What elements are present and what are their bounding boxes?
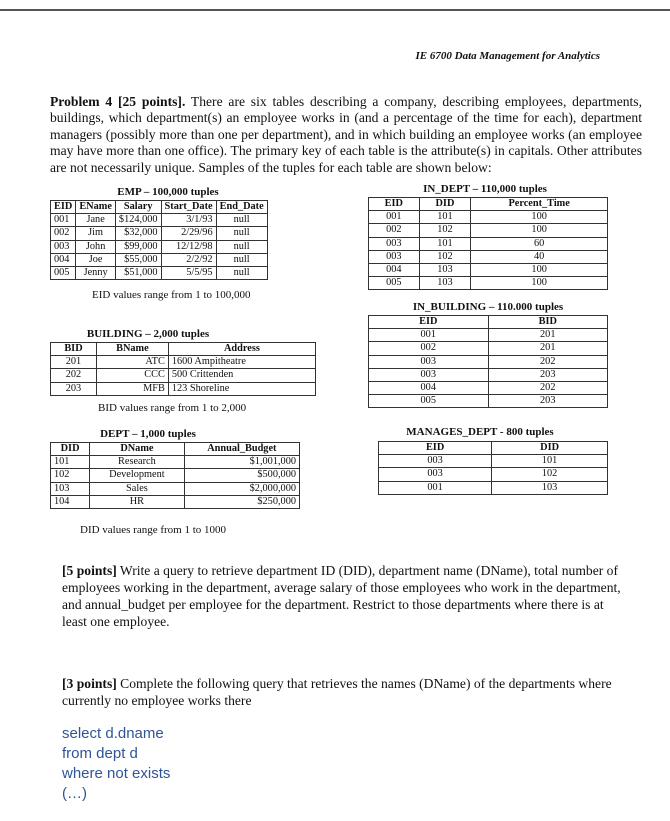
column-header: EID: [379, 442, 492, 455]
table-cell: Research: [90, 456, 185, 469]
table-cell: 123 Shoreline: [168, 382, 315, 395]
table-cell: $99,000: [115, 240, 161, 253]
table-row: [51, 240, 268, 253]
table-cell: 003: [369, 368, 489, 381]
column-header: End_Date: [216, 201, 267, 214]
table-cell: ATC: [96, 356, 168, 369]
table-row: [369, 263, 608, 276]
dept-title: DEPT – 1,000 tuples: [100, 428, 196, 440]
column-header: BID: [488, 316, 608, 329]
column-header: Percent_Time: [471, 198, 608, 211]
question-1: [62, 562, 622, 630]
table-cell: $51,000: [115, 266, 161, 279]
table-cell: $250,000: [184, 495, 299, 508]
table-cell: 001: [369, 329, 489, 342]
table-cell: $55,000: [115, 253, 161, 266]
table-row: [369, 224, 608, 237]
table-cell: CCC: [96, 369, 168, 382]
column-header: Address: [168, 343, 315, 356]
table-cell: 101: [419, 237, 471, 250]
table-header-row: [369, 316, 608, 329]
column-header: EName: [76, 201, 116, 214]
table-row: [379, 481, 608, 494]
column-header: Salary: [115, 201, 161, 214]
column-header: Start_Date: [161, 201, 216, 214]
table-row: [51, 382, 316, 395]
table-cell: 201: [51, 356, 97, 369]
table-cell: Jenny: [76, 266, 116, 279]
table-cell: 201: [488, 329, 608, 342]
table-cell: null: [216, 214, 267, 227]
table-row: [369, 237, 608, 250]
table-cell: 100: [471, 277, 608, 290]
table-cell: 202: [488, 381, 608, 394]
table-cell: $2,000,000: [184, 482, 299, 495]
table-row: [51, 356, 316, 369]
table-cell: 102: [492, 468, 608, 481]
table-row: [379, 468, 608, 481]
table-cell: HR: [90, 495, 185, 508]
emp-table: [50, 200, 268, 280]
table-cell: 102: [419, 250, 471, 263]
table-row: [51, 214, 268, 227]
table-cell: 103: [492, 481, 608, 494]
table-cell: 104: [51, 495, 90, 508]
table-row: [51, 456, 300, 469]
table-cell: 005: [369, 277, 420, 290]
table-cell: $1,001,000: [184, 456, 299, 469]
table-cell: 202: [51, 369, 97, 382]
table-cell: 004: [369, 263, 420, 276]
table-cell: 001: [379, 481, 492, 494]
question-2-text: Complete the following query that retrieves the names (DName) of the departments where currently no employee works there: [62, 676, 612, 708]
table-cell: 2/29/96: [161, 227, 216, 240]
table-cell: 003: [379, 468, 492, 481]
table-cell: 001: [369, 211, 420, 224]
question-1-text: Write a query to retrieve department ID (DID), department name (DName), total number of employees working in the department, average salary of those employees who work in the department, and annual_budget per employee for the department. Restrict to those departments where there is at least one employee.: [62, 563, 621, 629]
table-header-row: [51, 343, 316, 356]
building-note: BID values range from 1 to 2,000: [98, 402, 247, 414]
table-row: [51, 369, 316, 382]
table-row: [51, 495, 300, 508]
table-cell: 500 Crittenden: [168, 369, 315, 382]
table-row: [379, 455, 608, 468]
table-cell: Jane: [76, 214, 116, 227]
top-rule: [0, 9, 670, 11]
table-cell: 100: [471, 211, 608, 224]
table-cell: 102: [51, 469, 90, 482]
table-cell: 101: [51, 456, 90, 469]
table-cell: 203: [51, 382, 97, 395]
table-row: [369, 211, 608, 224]
table-cell: 103: [51, 482, 90, 495]
in-dept-table: [368, 197, 608, 290]
table-cell: 005: [51, 266, 76, 279]
question-1-points: [5 points]: [62, 563, 117, 578]
table-cell: Sales: [90, 482, 185, 495]
problem-label: Problem 4 [25 points].: [50, 94, 186, 109]
question-2-points: [3 points]: [62, 676, 117, 691]
table-row: [369, 342, 608, 355]
dept-table: [50, 442, 300, 509]
in-building-title: IN_BUILDING – 110.000 tuples: [412, 301, 564, 313]
table-cell: 60: [471, 237, 608, 250]
in-building-table: [368, 315, 608, 408]
table-cell: 1600 Ampitheatre: [168, 356, 315, 369]
table-row: [369, 329, 608, 342]
manages-dept-title: MANAGES_DEPT - 800 tuples: [406, 426, 554, 438]
table-row: [51, 469, 300, 482]
table-cell: 100: [471, 263, 608, 276]
question-2: [62, 675, 622, 709]
table-cell: 2/2/92: [161, 253, 216, 266]
table-cell: 004: [51, 253, 76, 266]
sql-snippet: [62, 724, 170, 804]
table-cell: 002: [369, 342, 489, 355]
table-header-row: [369, 198, 608, 211]
sql-line: where not exists: [62, 765, 171, 782]
table-cell: 3/1/93: [161, 214, 216, 227]
table-row: [369, 277, 608, 290]
table-cell: Development: [90, 469, 185, 482]
sql-line: from dept d: [62, 745, 138, 762]
problem-text: There are six tables describing a company, describing employees, departments, buildings, which department(s) an employee works in (and a percentage of the time for each), department managers (possibly more than one per department), and in which building an employee works (an employee may have more than one office). The primary key of each table is the attribute(s) in capitals. Other attributes are not necessarily unique. Samples of the tuples for each table are shown below:: [50, 94, 642, 175]
table-cell: 103: [419, 263, 471, 276]
table-cell: null: [216, 253, 267, 266]
table-row: [369, 355, 608, 368]
column-header: EID: [51, 201, 76, 214]
table-cell: 001: [51, 214, 76, 227]
table-row: [51, 266, 268, 279]
table-cell: 12/12/98: [161, 240, 216, 253]
table-row: [369, 395, 608, 408]
table-row: [51, 482, 300, 495]
manages-dept-table: [378, 441, 608, 495]
table-cell: null: [216, 266, 267, 279]
column-header: EID: [369, 316, 489, 329]
table-cell: 005: [369, 395, 489, 408]
table-cell: 103: [419, 277, 471, 290]
course-header: IE 6700 Data Management for Analytics: [415, 50, 600, 62]
table-cell: 101: [492, 455, 608, 468]
table-cell: John: [76, 240, 116, 253]
emp-title: EMP – 100,000 tuples: [117, 186, 219, 198]
table-cell: 201: [488, 342, 608, 355]
table-cell: 004: [369, 381, 489, 394]
table-cell: 002: [369, 224, 420, 237]
column-header: DID: [51, 443, 90, 456]
table-cell: null: [216, 240, 267, 253]
sql-line: select d.dname: [62, 725, 164, 742]
building-table: [50, 342, 316, 396]
in-dept-title: IN_DEPT – 110,000 tuples: [423, 183, 547, 195]
table-cell: Jim: [76, 227, 116, 240]
table-cell: MFB: [96, 382, 168, 395]
sql-line: (…): [62, 785, 87, 802]
column-header: DID: [419, 198, 471, 211]
table-header-row: [379, 442, 608, 455]
table-cell: 202: [488, 355, 608, 368]
table-header-row: [51, 443, 300, 456]
table-cell: $32,000: [115, 227, 161, 240]
table-cell: 101: [419, 211, 471, 224]
table-row: [369, 381, 608, 394]
table-cell: $124,000: [115, 214, 161, 227]
table-cell: 003: [369, 355, 489, 368]
column-header: BName: [96, 343, 168, 356]
column-header: EID: [369, 198, 420, 211]
table-cell: $500,000: [184, 469, 299, 482]
table-cell: 003: [369, 237, 420, 250]
column-header: BID: [51, 343, 97, 356]
table-cell: null: [216, 227, 267, 240]
emp-note: EID values range from 1 to 100,000: [92, 289, 251, 301]
table-cell: 003: [379, 455, 492, 468]
table-cell: 5/5/95: [161, 266, 216, 279]
column-header: DID: [492, 442, 608, 455]
dept-note: DID values range from 1 to 1000: [80, 524, 227, 536]
column-header: Annual_Budget: [184, 443, 299, 456]
table-row: [369, 250, 608, 263]
table-cell: Joe: [76, 253, 116, 266]
table-cell: 40: [471, 250, 608, 263]
problem-statement: [50, 94, 642, 176]
table-row: [51, 227, 268, 240]
table-row: [51, 253, 268, 266]
table-cell: 203: [488, 395, 608, 408]
table-cell: 002: [51, 227, 76, 240]
table-cell: 003: [369, 250, 420, 263]
table-cell: 003: [51, 240, 76, 253]
table-cell: 100: [471, 224, 608, 237]
table-header-row: [51, 201, 268, 214]
building-title: BUILDING – 2,000 tuples: [86, 328, 210, 340]
table-cell: 102: [419, 224, 471, 237]
table-cell: 203: [488, 368, 608, 381]
table-row: [369, 368, 608, 381]
column-header: DName: [90, 443, 185, 456]
